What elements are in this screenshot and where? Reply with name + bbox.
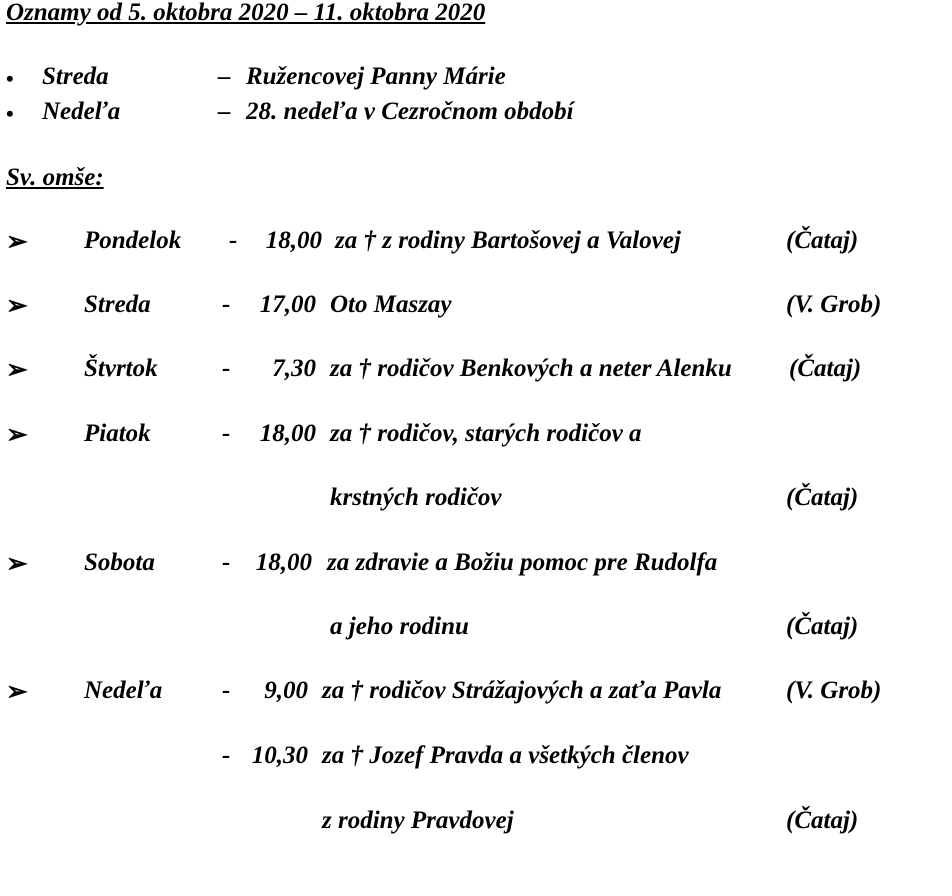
mass-place: (Čataj) bbox=[786, 227, 859, 254]
mass-day: Nedeľa bbox=[84, 677, 163, 704]
mass-intention: za zdravie a Božiu pomoc pre Rudolfa bbox=[327, 549, 718, 576]
bullet-icon: • bbox=[6, 66, 14, 91]
mass-time: 17,00 bbox=[259, 291, 316, 318]
arrow-icon: ➢ bbox=[6, 291, 28, 320]
mass-day: Pondelok bbox=[84, 227, 182, 254]
mass-place: (V. Grob) bbox=[786, 291, 882, 318]
mass-time: 9,00 bbox=[264, 677, 308, 704]
mass-intention: Oto Maszay bbox=[330, 291, 452, 318]
feast-day: Nedeľa bbox=[42, 98, 121, 125]
mass-dash: - bbox=[222, 420, 231, 447]
arrow-icon: ➢ bbox=[6, 227, 28, 256]
mass-day: Piatok bbox=[84, 420, 151, 447]
mass-intention: za † Jozef Pravda a všetkých členov bbox=[322, 742, 689, 769]
feast-dash: – bbox=[218, 98, 231, 125]
bullet-icon: • bbox=[6, 101, 14, 126]
mass-time: 18,00 bbox=[259, 420, 316, 447]
mass-place: (Čataj) bbox=[789, 355, 862, 382]
mass-intention-continued: z rodiny Pravdovej bbox=[322, 807, 514, 834]
mass-place: (Čataj) bbox=[786, 807, 859, 834]
mass-intention: za † rodičov, starých rodičov a bbox=[330, 420, 642, 447]
mass-dash: - bbox=[229, 227, 238, 254]
mass-day: Sobota bbox=[84, 549, 155, 576]
mass-place: (V. Grob) bbox=[786, 677, 882, 704]
mass-time: 7,30 bbox=[272, 355, 316, 382]
mass-time: 18,00 bbox=[255, 549, 312, 576]
mass-time: 10,30 bbox=[251, 742, 308, 769]
mass-day: Štvrtok bbox=[84, 355, 158, 382]
mass-intention: za † rodičov Benkových a neter Alenku bbox=[330, 355, 732, 382]
mass-intention: za † z rodiny Bartošovej a Valovej bbox=[335, 227, 681, 254]
arrow-icon: ➢ bbox=[6, 420, 28, 449]
mass-dash: - bbox=[222, 742, 231, 769]
feast-text: 28. nedeľa v Cezročnom období bbox=[246, 98, 574, 125]
mass-place: (Čataj) bbox=[786, 484, 859, 511]
mass-time: 18,00 bbox=[265, 227, 322, 254]
mass-place: (Čataj) bbox=[786, 613, 859, 640]
arrow-icon: ➢ bbox=[6, 677, 28, 706]
mass-intention: za † rodičov Strážajových a zaťa Pavla bbox=[322, 677, 722, 704]
masses-heading: Sv. omše: bbox=[6, 164, 104, 191]
feast-text: Ružencovej Panny Márie bbox=[246, 63, 506, 90]
mass-intention-continued: a jeho rodinu bbox=[330, 613, 469, 640]
feast-day: Streda bbox=[42, 63, 109, 90]
mass-dash: - bbox=[222, 549, 231, 576]
feast-dash: – bbox=[218, 63, 231, 90]
mass-dash: - bbox=[222, 677, 231, 704]
page-title: Oznamy od 5. oktobra 2020 – 11. oktobra 2020 bbox=[6, 0, 486, 26]
mass-dash: - bbox=[222, 355, 231, 382]
arrow-icon: ➢ bbox=[6, 549, 28, 578]
mass-dash: - bbox=[222, 291, 231, 318]
mass-day: Streda bbox=[84, 291, 151, 318]
mass-intention-continued: krstných rodičov bbox=[330, 484, 502, 511]
arrow-icon: ➢ bbox=[6, 355, 28, 384]
